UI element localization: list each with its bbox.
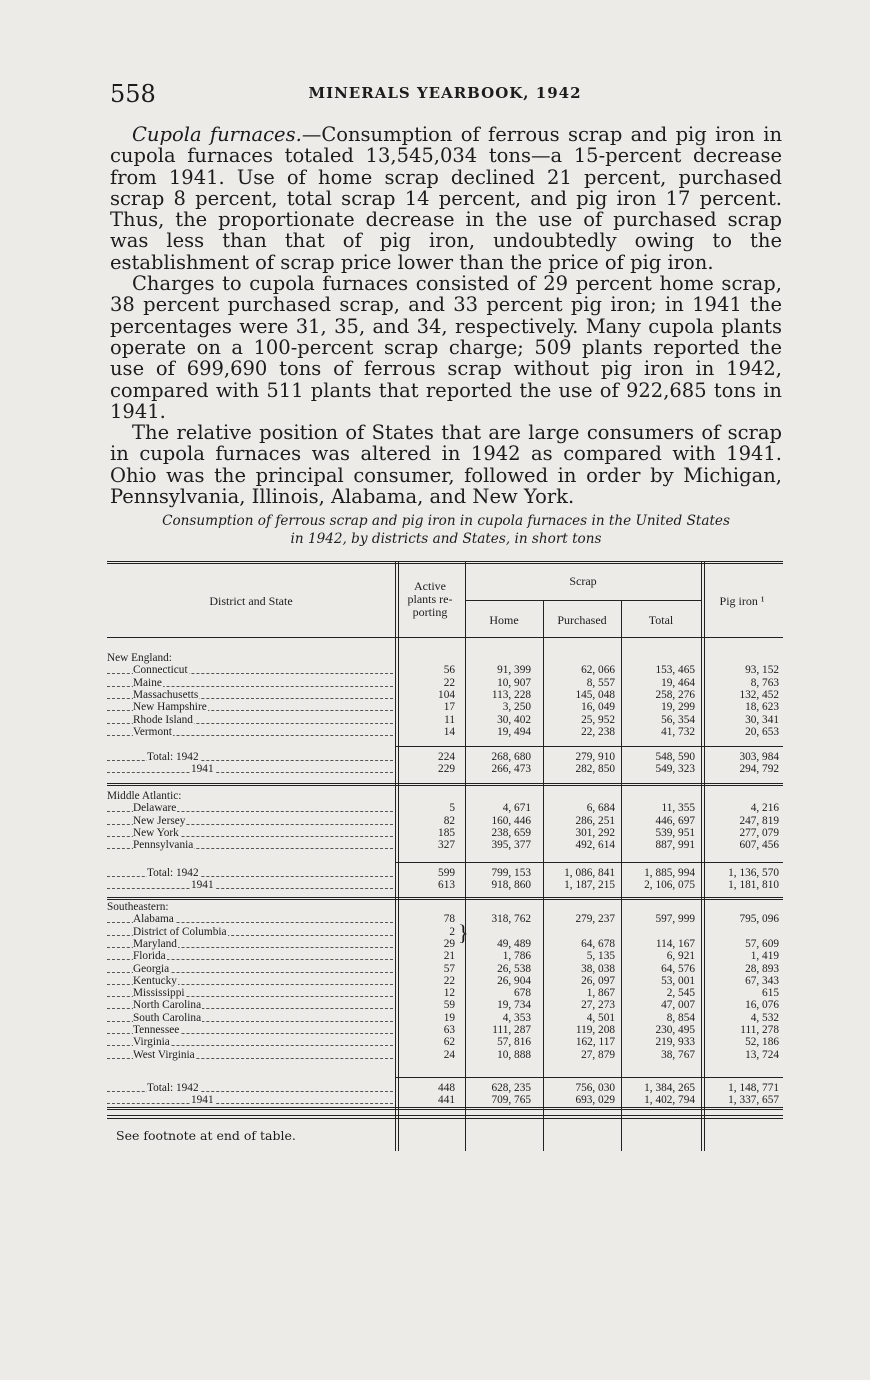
cell-purchased: 4, 501 xyxy=(586,1011,615,1024)
table-rule xyxy=(395,1077,783,1078)
cell-home: 10, 888 xyxy=(497,1048,531,1061)
row-label-text: Alabama xyxy=(133,913,174,926)
cell-pig: 4, 532 xyxy=(750,1011,779,1024)
table-row xyxy=(107,1094,783,1106)
cell-plants: 62 xyxy=(443,1036,455,1049)
table-rule xyxy=(398,561,399,1151)
cell-purchased: 1, 187, 215 xyxy=(564,879,615,892)
table-row xyxy=(107,802,783,814)
row-label xyxy=(107,1049,393,1061)
table-row xyxy=(107,751,783,763)
row-label xyxy=(107,950,393,962)
cell-total: 597, 999 xyxy=(655,913,695,926)
row-label-text: Tennessee xyxy=(133,1024,180,1036)
cell-pig: 1, 419 xyxy=(750,950,779,963)
cell-total: 153, 465 xyxy=(655,664,695,677)
cell-pig: 30, 341 xyxy=(745,713,779,726)
table-rule xyxy=(543,600,544,1151)
table-rule xyxy=(107,899,783,900)
cell-total: 19, 464 xyxy=(661,676,695,689)
table-rule xyxy=(395,862,783,863)
cell-plants: 599 xyxy=(438,867,455,879)
row-label xyxy=(107,664,393,676)
header-scrap: Scrap xyxy=(569,574,597,588)
cell-pig: 13, 724 xyxy=(745,1048,779,1061)
row-label-text: Kentucky xyxy=(133,974,177,987)
row-label xyxy=(107,1082,393,1094)
row-label xyxy=(107,1024,393,1036)
cell-pig: 4, 216 xyxy=(750,802,779,815)
cell-purchased: 27, 273 xyxy=(581,999,615,1012)
table-row xyxy=(107,839,783,851)
cell-pig: 57, 609 xyxy=(745,937,779,950)
cell-home: 49, 489 xyxy=(497,937,531,950)
page-number: 558 xyxy=(110,80,156,108)
cell-total: 8, 854 xyxy=(666,1011,695,1024)
cell-purchased: 8, 557 xyxy=(586,676,615,689)
cell-plants: 56 xyxy=(443,664,455,677)
row-label-text: Connecticut xyxy=(133,664,188,677)
table-rule xyxy=(107,1118,783,1119)
cell-purchased: 145, 048 xyxy=(575,688,615,701)
cell-plants: 11 xyxy=(444,713,455,726)
row-label-text: Massachusetts xyxy=(133,688,199,701)
cell-pig: 795, 096 xyxy=(739,913,779,926)
row-label-text: Rhode Island xyxy=(133,713,193,726)
cell-pig: 303, 984 xyxy=(739,751,779,763)
cell-pig: 132, 452 xyxy=(739,688,779,701)
cell-home: 266, 473 xyxy=(491,763,531,776)
cell-total: 446, 697 xyxy=(655,814,695,827)
cell-total: 1, 402, 794 xyxy=(644,1094,695,1107)
cell-home: 111, 287 xyxy=(492,1024,531,1036)
row-label-text: Virginia xyxy=(133,1036,170,1049)
row-label-text: Pennsylvania xyxy=(133,839,194,852)
cell-purchased: 282, 850 xyxy=(575,763,615,776)
row-label xyxy=(107,714,393,726)
consumption-table xyxy=(107,561,783,1151)
row-label xyxy=(107,1036,393,1048)
cell-plants: 14 xyxy=(443,725,455,738)
cell-pig: 1, 337, 657 xyxy=(728,1094,779,1107)
cell-purchased: 286, 251 xyxy=(575,814,615,827)
row-label xyxy=(107,701,393,713)
row-label xyxy=(107,999,393,1011)
table-rule xyxy=(107,1107,783,1108)
table-row xyxy=(107,938,783,950)
cell-pig: 1, 136, 570 xyxy=(728,867,779,879)
cell-total: 219, 933 xyxy=(655,1036,695,1049)
cell-purchased: 26, 097 xyxy=(581,974,615,987)
row-label-text: 1941 xyxy=(191,1094,214,1107)
row-label-text: District of Columbia xyxy=(133,925,227,938)
bracket: } xyxy=(458,919,469,945)
cell-purchased: 27, 879 xyxy=(581,1048,615,1061)
cell-total: 1, 885, 994 xyxy=(644,867,695,879)
table-row xyxy=(107,999,783,1011)
paragraph: Charges to cupola furnaces consisted of 29 percent home scrap, 38 percent purchased scrap, and 33 percent pig iron; in 1941 the percentages were 31, 35, and 34, respectively. Many cupola plants operate on a 100-percent scrap charge; 509 plants reported the use of 699,690 tons of ferrous scrap without pig iron in 1942, compared with 511 plants that reported the use of 922,685 tons in 1941. xyxy=(110,272,782,423)
row-label xyxy=(107,867,393,879)
cell-pig: 16, 076 xyxy=(745,999,779,1012)
cell-total: 258, 276 xyxy=(655,688,695,701)
cell-total: 11, 355 xyxy=(661,802,695,815)
body-text xyxy=(110,124,782,507)
table-row xyxy=(107,867,783,879)
cell-home: 268, 680 xyxy=(491,751,531,763)
row-label-text: New Hampshire xyxy=(133,701,207,714)
cell-purchased: 119, 208 xyxy=(575,1024,615,1036)
cell-plants: 229 xyxy=(438,763,455,776)
table-row xyxy=(107,879,783,891)
cell-purchased: 62, 066 xyxy=(581,664,615,677)
cell-purchased: 64, 678 xyxy=(581,937,615,950)
row-label-text: Florida xyxy=(133,950,166,963)
cell-total: 887, 991 xyxy=(655,839,695,852)
cell-home: 26, 538 xyxy=(497,962,531,975)
row-label-text: 1941 xyxy=(191,879,214,892)
cell-plants: 63 xyxy=(443,1024,455,1036)
cell-home: 160, 446 xyxy=(491,814,531,827)
row-label-text: West Virginia xyxy=(133,1048,195,1061)
cell-home: 395, 377 xyxy=(491,839,531,852)
row-label xyxy=(107,987,393,999)
district-heading: Middle Atlantic: xyxy=(107,790,182,802)
cell-home: 628, 235 xyxy=(491,1082,531,1094)
cell-home: 26, 904 xyxy=(497,974,531,987)
table-row xyxy=(107,1049,783,1061)
header-pig-iron: Pig iron ¹ xyxy=(719,594,765,608)
cell-home: 19, 734 xyxy=(497,999,531,1012)
cell-total: 539, 951 xyxy=(655,826,695,839)
cell-purchased: 492, 614 xyxy=(575,839,615,852)
cell-total: 56, 354 xyxy=(661,713,695,726)
cell-total: 549, 323 xyxy=(655,763,695,776)
cell-total: 548, 590 xyxy=(655,751,695,763)
row-label xyxy=(107,763,393,775)
cell-home: 10, 907 xyxy=(497,676,531,689)
row-label-text: 1941 xyxy=(191,763,214,776)
table-rule xyxy=(107,783,783,784)
row-label-text: New Jersey xyxy=(133,814,186,827)
cell-plants: 185 xyxy=(438,826,455,839)
table-rule xyxy=(107,785,783,786)
cell-purchased: 6, 684 xyxy=(586,802,615,815)
cell-purchased: 756, 030 xyxy=(575,1082,615,1094)
paragraph: The relative position of States that are large consumers of scrap in cupola furnaces was altered in 1942 as compared with 1941. Ohio was the principal consumer, followed in order by Michigan, Pennsylvania, Illinois, Alabama, and New York. xyxy=(110,421,782,509)
row-label xyxy=(107,751,393,763)
cell-purchased: 279, 910 xyxy=(575,751,615,763)
cell-purchased: 1, 867 xyxy=(586,987,615,1000)
cell-total: 41, 732 xyxy=(661,725,695,738)
header-active-plants: Active plants re- porting xyxy=(407,579,453,619)
paragraph-lead: Cupola furnaces. xyxy=(132,123,302,146)
cell-pig: 607, 456 xyxy=(739,839,779,852)
cell-home: 3, 250 xyxy=(502,701,531,714)
cell-home: 799, 153 xyxy=(491,867,531,879)
row-label xyxy=(107,926,393,938)
cell-plants: 17 xyxy=(443,701,455,714)
cell-total: 2, 545 xyxy=(666,987,695,1000)
cell-pig: 294, 792 xyxy=(739,763,779,776)
table-row xyxy=(107,1012,783,1024)
cell-purchased: 16, 049 xyxy=(581,701,615,714)
row-label xyxy=(107,938,393,950)
cell-home: 678 xyxy=(514,987,531,1000)
table-row xyxy=(107,1036,783,1048)
cell-home: 4, 353 xyxy=(502,1011,531,1024)
cell-pig: 18, 623 xyxy=(745,701,779,714)
header-purchased: Purchased xyxy=(557,613,607,627)
cell-plants: 29 xyxy=(443,937,455,950)
running-title: MINERALS YEARBOOK, 1942 xyxy=(308,84,582,102)
row-label xyxy=(107,963,393,975)
cell-total: 2, 106, 075 xyxy=(644,879,695,892)
table-rule xyxy=(107,1109,783,1110)
cell-plants: 224 xyxy=(438,751,455,763)
district-heading: Southeastern: xyxy=(107,901,169,913)
cell-purchased: 1, 086, 841 xyxy=(564,867,615,879)
table-row xyxy=(107,926,783,938)
cell-total: 64, 576 xyxy=(661,962,695,975)
table-rule xyxy=(621,600,622,1151)
cell-total: 19, 299 xyxy=(661,701,695,714)
table-row xyxy=(107,987,783,999)
cell-plants: 448 xyxy=(438,1082,455,1094)
cell-plants: 5 xyxy=(449,802,455,815)
row-label-text: Delaware xyxy=(133,802,177,815)
header-total: Total xyxy=(648,613,674,627)
cell-total: 38, 767 xyxy=(661,1048,695,1061)
cell-plants: 22 xyxy=(443,974,455,987)
cell-purchased: 5, 135 xyxy=(586,950,615,963)
row-label-text: Maine xyxy=(133,676,162,689)
row-label-text: Georgia xyxy=(133,962,170,975)
cell-plants: 22 xyxy=(443,676,455,689)
cell-plants: 327 xyxy=(438,839,455,852)
cell-total: 1, 384, 265 xyxy=(644,1082,695,1094)
cell-plants: 613 xyxy=(438,879,455,892)
cell-home: 113, 228 xyxy=(491,688,531,701)
row-label xyxy=(107,726,393,738)
cell-purchased: 279, 237 xyxy=(575,913,615,926)
row-label xyxy=(107,689,393,701)
cell-purchased: 301, 292 xyxy=(575,826,615,839)
table-footnote: See footnote at end of table. xyxy=(116,1128,296,1143)
cell-purchased: 22, 238 xyxy=(581,725,615,738)
row-label-text: Vermont xyxy=(133,725,172,738)
row-label xyxy=(107,677,393,689)
row-label-text: Total: 1942 xyxy=(147,751,199,763)
row-label-text: New York xyxy=(133,826,179,839)
row-label-text: Total: 1942 xyxy=(147,867,199,879)
cell-plants: 59 xyxy=(443,999,455,1012)
cell-pig: 67, 343 xyxy=(745,974,779,987)
table-row xyxy=(107,677,783,689)
cell-purchased: 38, 038 xyxy=(581,962,615,975)
table-rule xyxy=(395,561,396,1151)
row-label xyxy=(107,879,393,891)
cell-pig: 247, 819 xyxy=(739,814,779,827)
table-row xyxy=(107,664,783,676)
table-row xyxy=(107,763,783,775)
cell-pig: 615 xyxy=(762,987,779,1000)
cell-total: 114, 167 xyxy=(655,937,695,950)
cell-pig: 1, 181, 810 xyxy=(728,879,779,892)
cell-home: 30, 402 xyxy=(497,713,531,726)
cell-pig: 20, 653 xyxy=(745,725,779,738)
header-home: Home xyxy=(489,613,519,627)
row-label xyxy=(107,839,393,851)
paragraph: Cupola furnaces.—Consumption of ferrous scrap and pig iron in cupola furnaces totaled 13,545,034 tons—a 15-percent decrease from 1941. Use of home scrap declined 21 percent, purchased scrap 8 percent, total scrap 14 percent, and pig iron 17 percent. Thus, the proportionate decrease in the use of purchased scrap was less than that of pig iron, undoubtedly owing to the establishment of scrap price lower than the price of pig iron. xyxy=(110,123,783,274)
row-label xyxy=(107,975,393,987)
cell-plants: 12 xyxy=(443,987,455,1000)
table-row xyxy=(107,726,783,738)
cell-pig: 277, 079 xyxy=(739,826,779,839)
cell-home: 19, 494 xyxy=(497,725,531,738)
table-row xyxy=(107,913,783,925)
cell-home: 4, 671 xyxy=(502,802,531,815)
district-heading: New England: xyxy=(107,652,172,664)
cell-purchased: 693, 029 xyxy=(575,1094,615,1107)
cell-pig: 1, 148, 771 xyxy=(728,1082,779,1094)
row-label-text: Maryland xyxy=(133,937,177,950)
table-rule xyxy=(395,746,783,747)
row-label-text: Mississippi xyxy=(133,987,185,1000)
cell-total: 230, 495 xyxy=(655,1024,695,1036)
cell-plants: 441 xyxy=(438,1094,455,1107)
table-row xyxy=(107,950,783,962)
table-row xyxy=(107,963,783,975)
row-label xyxy=(107,1012,393,1024)
row-label-text: South Carolina xyxy=(133,1011,202,1024)
table-row xyxy=(107,689,783,701)
cell-home: 91, 399 xyxy=(497,664,531,677)
cell-pig: 8, 763 xyxy=(750,676,779,689)
table-row xyxy=(107,701,783,713)
cell-purchased: 162, 117 xyxy=(575,1036,615,1049)
cell-pig: 111, 278 xyxy=(740,1024,779,1036)
cell-plants: 19 xyxy=(443,1011,455,1024)
row-label xyxy=(107,802,393,814)
cell-pig: 52, 186 xyxy=(745,1036,779,1049)
row-label-text: North Carolina xyxy=(133,999,202,1012)
table-rule xyxy=(465,561,466,1151)
cell-home: 238, 659 xyxy=(491,826,531,839)
cell-home: 318, 762 xyxy=(491,913,531,926)
cell-plants: 104 xyxy=(438,688,455,701)
row-label xyxy=(107,913,393,925)
table-rule xyxy=(107,1115,783,1116)
cell-total: 47, 007 xyxy=(661,999,695,1012)
row-label xyxy=(107,1094,393,1106)
cell-home: 709, 765 xyxy=(491,1094,531,1107)
cell-total: 6, 921 xyxy=(666,950,695,963)
page-header xyxy=(110,80,780,110)
cell-home: 918, 860 xyxy=(491,879,531,892)
cell-plants: 21 xyxy=(443,950,455,963)
cell-plants: 57 xyxy=(443,962,455,975)
table-rule xyxy=(704,561,705,1151)
cell-plants: 2 xyxy=(449,925,455,938)
cell-plants: 78 xyxy=(443,913,455,926)
row-label xyxy=(107,827,393,839)
cell-pig: 28, 893 xyxy=(745,962,779,975)
table-caption: Consumption of ferrous scrap and pig iron in cupola furnaces in the United States in 1942, by districts and States, in short tons xyxy=(162,513,730,547)
cell-pig: 93, 152 xyxy=(745,664,779,677)
cell-plants: 82 xyxy=(443,814,455,827)
cell-home: 57, 816 xyxy=(497,1036,531,1049)
row-label xyxy=(107,815,393,827)
table-row xyxy=(107,975,783,987)
table-row xyxy=(107,1024,783,1036)
cell-home: 1, 786 xyxy=(502,950,531,963)
table-row xyxy=(107,815,783,827)
row-label-text: Total: 1942 xyxy=(147,1082,199,1094)
table-rule xyxy=(107,897,783,898)
table-row xyxy=(107,1082,783,1094)
cell-plants: 24 xyxy=(443,1048,455,1061)
cell-purchased: 25, 952 xyxy=(581,713,615,726)
table-row xyxy=(107,827,783,839)
table-rule xyxy=(701,561,702,1151)
header-district: District and State xyxy=(209,594,293,608)
cell-total: 53, 001 xyxy=(661,974,695,987)
table-row xyxy=(107,714,783,726)
